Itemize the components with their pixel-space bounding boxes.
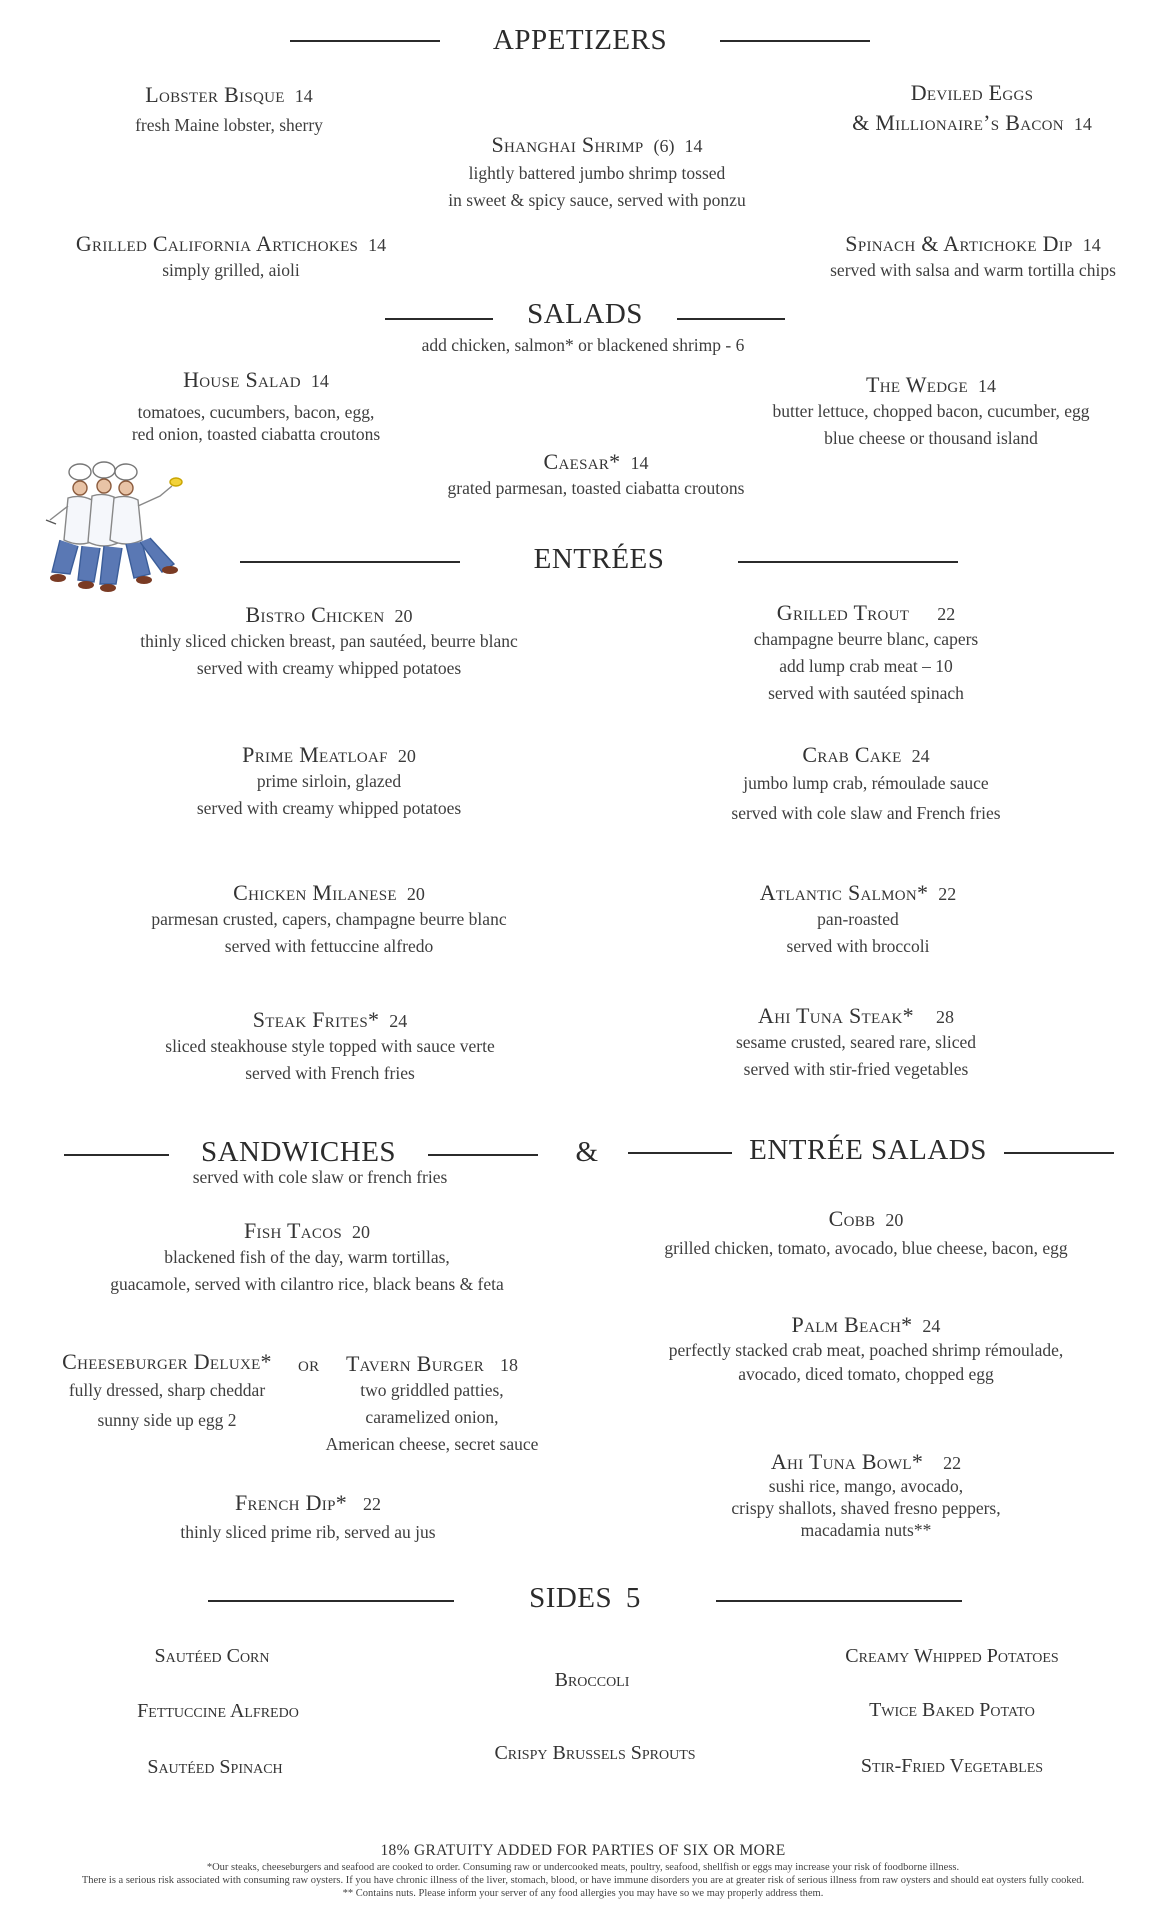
side-item: Stir-Fried Vegetables bbox=[860, 1755, 1044, 1777]
item-name: Ahi Tuna Bowl* bbox=[770, 1449, 924, 1474]
item-price: 22 bbox=[938, 884, 957, 904]
divider bbox=[628, 1152, 732, 1154]
item-desc: American cheese, secret sauce bbox=[325, 1434, 539, 1454]
item-desc: avocado, diced tomato, chopped egg bbox=[738, 1364, 994, 1384]
entrees-heading: ENTRÉES bbox=[533, 543, 665, 575]
menu-item bbox=[151, 880, 506, 960]
menu-item bbox=[132, 368, 380, 445]
divider bbox=[720, 40, 870, 42]
menu-item bbox=[731, 1449, 1000, 1541]
item-desc: fully dressed, sharp cheddar bbox=[68, 1380, 266, 1400]
entree-salads-heading: ENTRÉE SALADS bbox=[749, 1134, 987, 1166]
item-desc: blackened fish of the day, warm tortillas, bbox=[164, 1247, 450, 1267]
divider bbox=[385, 318, 493, 320]
item-desc: add lump crab meat – 10 bbox=[779, 656, 953, 676]
side-item: Fettuccine Alfredo bbox=[137, 1700, 299, 1722]
item-qty: (6) bbox=[653, 136, 675, 156]
divider bbox=[738, 561, 958, 563]
footer-note: *Our steaks, cheeseburgers and seafood are cooked to order. Consuming raw or undercooked meats, poultry, seafood, shellfish or eggs may increase your risk of foodborne illness. bbox=[206, 1862, 960, 1873]
item-desc: served with French fries bbox=[245, 1063, 415, 1083]
menu-item bbox=[326, 1351, 539, 1458]
item-price: 28 bbox=[935, 1007, 954, 1027]
item-desc: served with sautéed spinach bbox=[768, 683, 964, 703]
item-price: 14 bbox=[1082, 235, 1101, 255]
menu-item bbox=[830, 231, 1116, 284]
item-name: Ahi Tuna Steak* bbox=[758, 1003, 914, 1028]
menu-item bbox=[852, 78, 1092, 141]
item-price: 22 bbox=[943, 1453, 962, 1473]
item-desc: sesame crusted, seared rare, sliced bbox=[735, 1032, 977, 1052]
menu-item bbox=[669, 1312, 1064, 1386]
item-desc: served with broccoli bbox=[786, 936, 930, 956]
sides-title: SIDES bbox=[529, 1582, 613, 1614]
item-name: Atlantic Salmon* bbox=[759, 880, 929, 905]
item-price: 24 bbox=[911, 746, 930, 766]
menu-item bbox=[140, 602, 518, 682]
item-desc: perfectly stacked crab meat, poached shrimp rémoulade, bbox=[668, 1340, 1064, 1360]
item-desc: served with creamy whipped potatoes bbox=[196, 658, 462, 678]
menu-item bbox=[448, 449, 745, 502]
item-desc: parmesan crusted, capers, champagne beurre blanc bbox=[151, 909, 507, 929]
or-separator: or bbox=[298, 1351, 320, 1376]
divider bbox=[677, 318, 785, 320]
divider bbox=[290, 40, 440, 42]
item-desc: red onion, toasted ciabatta croutons bbox=[131, 424, 381, 444]
item-price: 14 bbox=[630, 453, 649, 473]
item-price: 20 bbox=[885, 1210, 904, 1230]
item-name: House Salad bbox=[183, 367, 301, 392]
salads-subtitle: add chicken, salmon* or blackened shrimp - 6 bbox=[421, 335, 745, 355]
item-desc: served with fettuccine alfredo bbox=[224, 936, 434, 956]
chefs-illustration-icon bbox=[42, 460, 202, 605]
item-price: 24 bbox=[389, 1011, 408, 1031]
item-desc: served with salsa and warm tortilla chips bbox=[830, 260, 1116, 280]
item-name: The Wedge bbox=[866, 372, 968, 397]
item-desc: served with creamy whipped potatoes bbox=[196, 798, 462, 818]
item-price: 20 bbox=[394, 606, 413, 626]
item-desc: served with stir-fried vegetables bbox=[743, 1059, 969, 1079]
item-desc: tomatoes, cucumbers, bacon, egg, bbox=[137, 402, 375, 422]
divider bbox=[428, 1154, 538, 1156]
item-desc: two griddled patties, bbox=[360, 1380, 504, 1400]
item-name: Steak Frites* bbox=[252, 1007, 380, 1032]
item-desc: sushi rice, mango, avocado, bbox=[768, 1476, 964, 1496]
item-price: 14 bbox=[294, 86, 313, 106]
item-desc: jumbo lump crab, rémoulade sauce bbox=[743, 773, 989, 793]
menu-item bbox=[197, 742, 461, 822]
item-price: 20 bbox=[351, 1222, 370, 1242]
item-name: Cheeseburger Deluxe* bbox=[62, 1349, 272, 1374]
gratuity-notice: 18% GRATUITY ADDED FOR PARTIES OF SIX OR MORE bbox=[380, 1842, 786, 1859]
item-desc: in sweet & spicy sauce, served with ponzu bbox=[448, 190, 746, 210]
item-desc: grated parmesan, toasted ciabatta croutons bbox=[447, 478, 745, 498]
item-desc: prime sirloin, glazed bbox=[256, 771, 402, 791]
side-item: Crispy Brussels Sprouts bbox=[494, 1742, 696, 1764]
menu-item bbox=[135, 82, 323, 139]
appetizers-heading: APPETIZERS bbox=[492, 24, 668, 56]
item-desc: champagne beurre blanc, capers bbox=[753, 629, 979, 649]
item-name: Shanghai Shrimp bbox=[491, 132, 644, 157]
menu-item bbox=[62, 1349, 272, 1435]
item-name: French Dip* bbox=[234, 1490, 348, 1515]
divider bbox=[716, 1600, 962, 1602]
item-name: Bistro Chicken bbox=[245, 602, 385, 627]
item-price: 18 bbox=[500, 1355, 519, 1375]
footer-note: ** Contains nuts. Please inform your server of any food allergies you may have so we may properly address them. bbox=[342, 1888, 824, 1899]
ampersand: & bbox=[575, 1136, 599, 1168]
menu-item bbox=[180, 1490, 435, 1548]
item-desc: pan-roasted bbox=[817, 909, 899, 929]
item-desc: butter lettuce, chopped bacon, cucumber, egg bbox=[772, 401, 1090, 421]
item-price: 20 bbox=[406, 884, 425, 904]
item-desc: macadamia nuts** bbox=[800, 1520, 932, 1540]
item-desc: guacamole, served with cilantro rice, black beans & feta bbox=[110, 1274, 504, 1294]
item-desc: thinly sliced chicken breast, pan sautéed, beurre blanc bbox=[140, 631, 518, 651]
item-name: Caesar* bbox=[543, 449, 621, 474]
menu-item bbox=[76, 231, 386, 284]
item-name: Fish Tacos bbox=[244, 1218, 342, 1243]
item-price: 14 bbox=[368, 235, 387, 255]
item-name: & Millionaire’s Bacon bbox=[852, 110, 1064, 135]
item-price: 22 bbox=[363, 1494, 382, 1514]
item-desc: served with cole slaw and French fries bbox=[731, 803, 1001, 823]
divider bbox=[208, 1600, 454, 1602]
side-item: Broccoli bbox=[554, 1669, 630, 1691]
item-desc: blue cheese or thousand island bbox=[824, 428, 1038, 448]
item-name: Cobb bbox=[828, 1206, 876, 1231]
menu-item bbox=[772, 372, 1089, 452]
menu-item bbox=[754, 600, 978, 707]
item-desc: lightly battered jumbo shrimp tossed bbox=[468, 163, 726, 183]
item-desc: sliced steakhouse style topped with sauce verte bbox=[165, 1036, 495, 1056]
item-name: Grilled Trout bbox=[776, 600, 910, 625]
item-name: Crab Cake bbox=[802, 742, 902, 767]
sandwiches-heading: SANDWICHES bbox=[200, 1136, 397, 1168]
item-desc: simply grilled, aioli bbox=[162, 260, 300, 280]
item-name: Prime Meatloaf bbox=[242, 742, 388, 767]
item-name: Lobster Bisque bbox=[145, 82, 285, 107]
sides-heading bbox=[454, 1582, 716, 1615]
menu-item bbox=[110, 1218, 504, 1298]
item-price: 14 bbox=[684, 136, 703, 156]
menu-item bbox=[760, 880, 957, 960]
divider bbox=[240, 561, 460, 563]
item-price: 22 bbox=[937, 604, 956, 624]
item-price: 24 bbox=[922, 1316, 941, 1336]
item-price: 20 bbox=[397, 746, 416, 766]
menu-item bbox=[731, 742, 1000, 828]
item-price: 14 bbox=[978, 376, 996, 396]
salads-heading: SALADS bbox=[527, 298, 643, 330]
item-desc: thinly sliced prime rib, served au jus bbox=[180, 1522, 436, 1542]
menu-item bbox=[165, 1007, 494, 1087]
item-desc: sunny side up egg 2 bbox=[97, 1410, 237, 1430]
divider bbox=[1004, 1152, 1114, 1154]
item-name: Chicken Milanese bbox=[233, 880, 397, 905]
side-item: Creamy Whipped Potatoes bbox=[845, 1645, 1059, 1667]
item-name: Tavern Burger bbox=[345, 1351, 485, 1376]
item-desc: crispy shallots, shaved fresno peppers, bbox=[731, 1498, 1001, 1518]
menu-item bbox=[448, 132, 745, 214]
divider bbox=[64, 1154, 169, 1156]
sides-price: 5 bbox=[625, 1582, 641, 1614]
menu-item bbox=[736, 1003, 976, 1083]
item-name: Grilled California Artichokes bbox=[75, 231, 359, 256]
footer-note: There is a serious risk associated with consuming raw oysters. If you have chronic illness of the liver, stomach, blood, or have immune disorders you are at greater risk of serious illness from raw oysters and should eat oysters fully cooked. bbox=[81, 1875, 1085, 1886]
side-item: Sautéed Spinach bbox=[147, 1756, 283, 1778]
item-desc: grilled chicken, tomato, avocado, blue cheese, bacon, egg bbox=[664, 1238, 1068, 1258]
sandwiches-subtitle: served with cole slaw or french fries bbox=[192, 1167, 448, 1187]
side-item: Sautéed Corn bbox=[154, 1645, 270, 1667]
item-name: Deviled Eggs bbox=[910, 80, 1034, 105]
side-item: Twice Baked Potato bbox=[869, 1699, 1035, 1721]
item-desc: caramelized onion, bbox=[365, 1407, 499, 1427]
item-name: Palm Beach* bbox=[791, 1312, 913, 1337]
item-price: 14 bbox=[310, 371, 329, 391]
menu-item bbox=[664, 1206, 1067, 1264]
item-price: 14 bbox=[1073, 114, 1092, 134]
item-name: Spinach & Artichoke Dip bbox=[845, 231, 1073, 256]
item-desc: fresh Maine lobster, sherry bbox=[135, 115, 323, 135]
